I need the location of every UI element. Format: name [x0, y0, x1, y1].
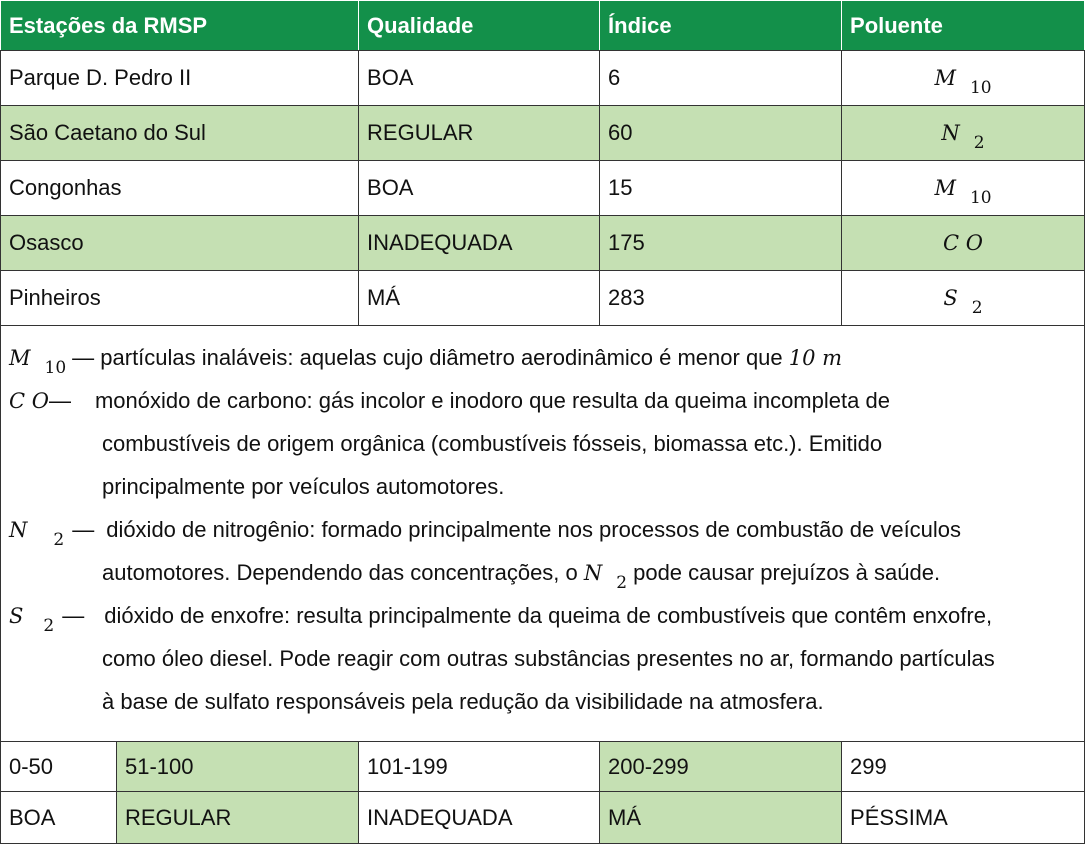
- table-row: [1, 161, 1085, 216]
- index-cell: 60: [600, 106, 842, 161]
- index-cell: 283: [600, 271, 842, 326]
- note-text: dióxido de enxofre: resulta principalmente da queima de combustíveis que contêm enxofre,: [104, 603, 993, 628]
- scale-label: REGULAR: [117, 792, 359, 844]
- table-row: [1, 216, 1085, 271]
- pollutant-subscript: 2: [973, 133, 985, 153]
- note-text: combustíveis de origem orgânica (combustíveis fósseis, biomassa etc.). Emitido: [102, 431, 883, 456]
- station-cell: São Caetano do Sul: [1, 106, 359, 161]
- pollutant-subscript: 10: [969, 78, 992, 98]
- pollutant-cell: [842, 51, 1085, 106]
- scale-label-row: [1, 792, 1085, 844]
- header-index: Índice: [600, 1, 842, 51]
- scale-label: INADEQUADA: [359, 792, 600, 844]
- note-so2: [9, 594, 1084, 723]
- note-no2: [9, 508, 1084, 594]
- scale-range: 299: [842, 742, 1085, 792]
- quality-cell: BOA: [359, 161, 600, 216]
- note-subscript: 10: [44, 358, 67, 378]
- quality-cell: BOA: [359, 51, 600, 106]
- index-cell: 15: [600, 161, 842, 216]
- table-row: [1, 106, 1085, 161]
- scale-label: MÁ: [600, 792, 842, 844]
- note-symbol: M: [9, 346, 31, 370]
- station-cell: Parque D. Pedro II: [1, 51, 359, 106]
- scale-label: PÉSSIMA: [842, 792, 1085, 844]
- note-text: principalmente por veículos automotores.: [102, 474, 505, 499]
- note-text: automotores. Dependendo das concentrações, o: [102, 560, 578, 585]
- note-dash: —: [62, 603, 85, 628]
- note-unit: 10 m: [788, 346, 843, 370]
- scale-range: 200-299: [600, 742, 842, 792]
- note-text: como óleo diesel. Pode reagir com outras substâncias presentes no ar, formando partículas: [102, 646, 995, 671]
- scale-range: 0-50: [1, 742, 117, 792]
- table-row: [1, 271, 1085, 326]
- pollutant-symbol: M: [934, 176, 956, 200]
- pollutant-symbol: M: [934, 66, 956, 90]
- note-text: monóxido de carbono: gás incolor e inodoro que resulta da queima incompleta de: [94, 388, 890, 413]
- notes-row: [1, 326, 1085, 742]
- scale-range: 101-199: [359, 742, 600, 792]
- pollutant-symbol: N: [941, 121, 960, 145]
- note-text: à base de sulfato responsáveis pela redução da visibilidade na atmosfera.: [102, 689, 824, 714]
- scale-label: BOA: [1, 792, 117, 844]
- pollutant-cell: [842, 271, 1085, 326]
- note-dash: —: [48, 388, 71, 413]
- scale-range-row: [1, 742, 1085, 792]
- note-text: — partículas inaláveis: aquelas cujo diâmetro aerodinâmico é menor que: [72, 345, 783, 370]
- note-symbol: N: [9, 518, 28, 542]
- pollutant-subscript: 10: [969, 188, 992, 208]
- station-cell: Congonhas: [1, 161, 359, 216]
- note-subscript: 2: [53, 530, 65, 550]
- notes-cell: [1, 326, 1085, 742]
- quality-cell: INADEQUADA: [359, 216, 600, 271]
- pollutant-symbol: C O: [943, 231, 983, 255]
- pollutant-symbol: S: [943, 286, 958, 310]
- pollutant-subscript: 2: [971, 298, 983, 318]
- header-quality: Qualidade: [359, 1, 600, 51]
- note-symbol: N: [583, 561, 603, 585]
- header-row: [1, 1, 1085, 51]
- pollutant-cell: [842, 161, 1085, 216]
- quality-cell: MÁ: [359, 271, 600, 326]
- note-dash: —: [72, 517, 95, 542]
- station-cell: Osasco: [1, 216, 359, 271]
- index-cell: 6: [600, 51, 842, 106]
- pollutant-cell: [842, 106, 1085, 161]
- note-subscript: 2: [43, 616, 55, 636]
- header-station: Estações da RMSP: [1, 1, 359, 51]
- quality-cell: REGULAR: [359, 106, 600, 161]
- note-co: [9, 379, 1084, 508]
- table-row: [1, 51, 1085, 106]
- note-subscript: 2: [616, 573, 628, 593]
- note-text: dióxido de nitrogênio: formado principalmente nos processos de combustão de veículos: [106, 517, 962, 542]
- note-symbol: C O: [9, 389, 49, 413]
- note-m10: [9, 326, 1084, 379]
- note-symbol: S: [9, 604, 24, 628]
- header-pollutant: Poluente: [842, 1, 1085, 51]
- scale-range: 51-100: [117, 742, 359, 792]
- note-text: pode causar prejuízos à saúde.: [633, 560, 941, 585]
- index-cell: 175: [600, 216, 842, 271]
- pollutant-cell: [842, 216, 1085, 271]
- station-cell: Pinheiros: [1, 271, 359, 326]
